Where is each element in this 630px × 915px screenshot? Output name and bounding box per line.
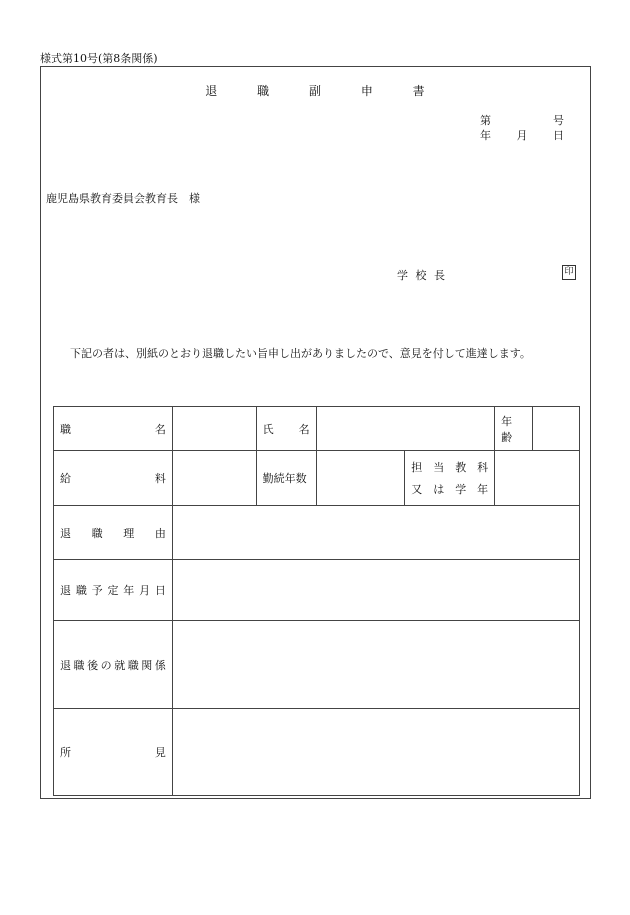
label-riyu: 退 職 理 由 bbox=[54, 506, 173, 560]
value-yotei[interactable] bbox=[172, 560, 579, 621]
title-char: 申 bbox=[360, 84, 373, 98]
value-shoken[interactable] bbox=[172, 709, 579, 796]
label-nenrei: 年 齢 bbox=[495, 407, 533, 451]
label-shushoku: 退 職 後 の 就 職 関 係 bbox=[54, 621, 173, 709]
table-row bbox=[54, 407, 580, 451]
table-row bbox=[54, 560, 580, 621]
value-shimei[interactable] bbox=[316, 407, 495, 451]
label-shokumei: 職 名 bbox=[54, 407, 173, 451]
form-number: 様式第10号(第8条関係) bbox=[40, 52, 158, 65]
month-label: 月 bbox=[516, 129, 528, 142]
date-row bbox=[480, 128, 564, 143]
table-row bbox=[54, 709, 580, 796]
value-shushoku[interactable] bbox=[172, 621, 579, 709]
form-title bbox=[0, 82, 630, 99]
table-row bbox=[54, 506, 580, 560]
title-char: 退 bbox=[205, 84, 218, 98]
label-kinzoku: 勤続年数 bbox=[256, 451, 316, 506]
document-number-row bbox=[480, 113, 564, 128]
day-label: 日 bbox=[553, 129, 564, 142]
addressee: 鹿児島県教育委員会教育長 様 bbox=[46, 192, 200, 205]
value-riyu[interactable] bbox=[172, 506, 579, 560]
value-nenrei[interactable] bbox=[533, 407, 580, 451]
title-char: 書 bbox=[412, 84, 425, 98]
seal-mark: 印 bbox=[562, 265, 576, 280]
value-shokumei[interactable] bbox=[172, 407, 256, 451]
year-label: 年 bbox=[480, 129, 491, 142]
title-char: 副 bbox=[308, 84, 321, 98]
label-shoken: 所 見 bbox=[54, 709, 173, 796]
value-kyuryo[interactable] bbox=[172, 451, 256, 506]
label-shimei: 氏 名 bbox=[256, 407, 316, 451]
go-label: 号 bbox=[553, 114, 564, 127]
value-tanto[interactable] bbox=[495, 451, 580, 506]
principal-label: 学 校 長 bbox=[397, 269, 447, 282]
dai-label: 第 bbox=[480, 114, 491, 127]
table-row bbox=[54, 451, 580, 506]
label-kyuryo: 給 料 bbox=[54, 451, 173, 506]
table-row bbox=[54, 621, 580, 709]
document-number-block bbox=[480, 113, 564, 143]
body-text: 下記の者は、別紙のとおり退職したい旨申し出がありましたので、意見を付して進達します。 bbox=[70, 347, 531, 360]
title-char: 職 bbox=[257, 84, 270, 98]
label-tanto: 担 当 教 科 又 は 学 年 bbox=[405, 451, 495, 506]
info-table bbox=[53, 406, 580, 796]
label-yotei: 退 職 予 定 年 月 日 bbox=[54, 560, 173, 621]
value-kinzoku[interactable] bbox=[316, 451, 405, 506]
